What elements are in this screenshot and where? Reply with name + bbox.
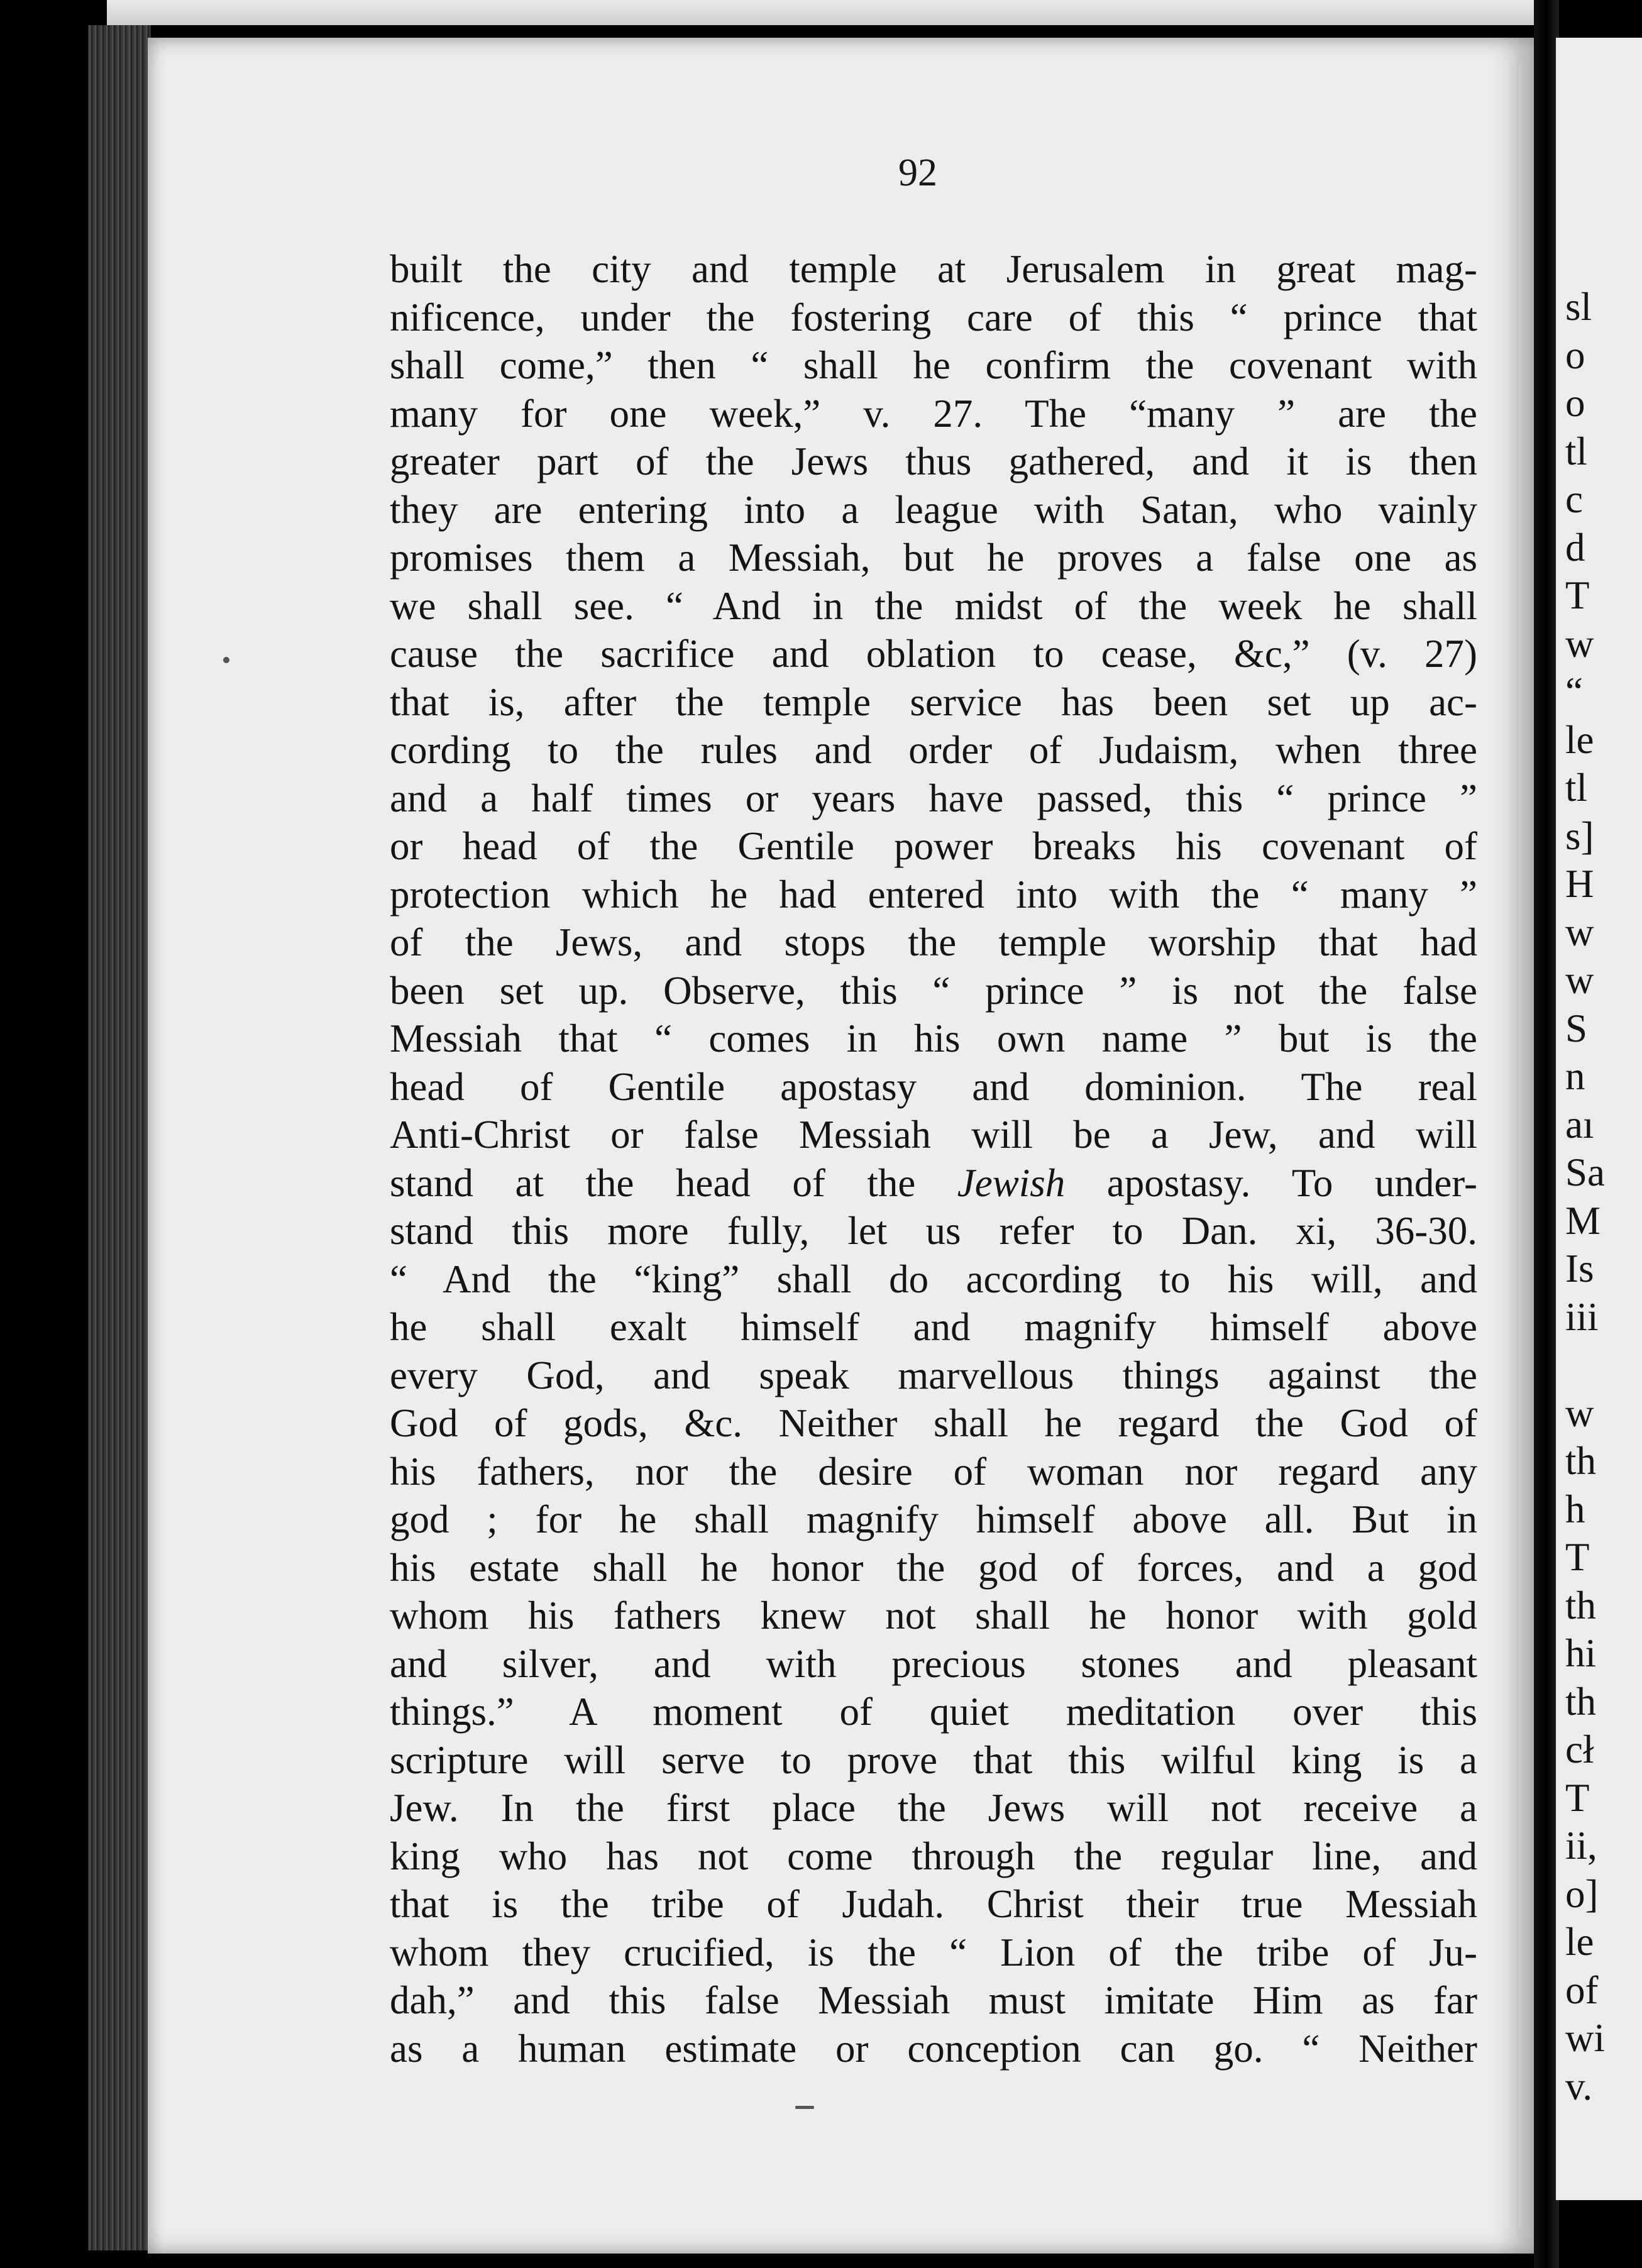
text-line: God of gods, &c. Neither shall he regard the God of xyxy=(390,1401,1477,1445)
book-gutter xyxy=(1534,0,1559,2268)
italic-emphasis: Jewish xyxy=(957,1160,1066,1205)
page-top-edge xyxy=(107,0,1546,25)
text-line: god ; for he shall magnify himself above all. But in xyxy=(390,1497,1477,1541)
right-page-fragment: le xyxy=(1565,1920,1594,1964)
right-page-fragment: T xyxy=(1565,573,1590,617)
paper-speck xyxy=(795,2106,814,2109)
text-line: things.” A moment of quiet meditation over this xyxy=(390,1690,1477,1734)
right-page-fragment: th xyxy=(1565,1439,1597,1483)
right-page-fragment: ii, xyxy=(1565,1824,1597,1868)
text-line: cording to the rules and order of Judaism, when three xyxy=(390,728,1477,772)
right-page-fragments xyxy=(1556,283,1642,2110)
text-line: Messiah that “ comes in his own name ” but is the xyxy=(390,1016,1477,1060)
right-page-fragment: iii xyxy=(1565,1294,1599,1339)
text-line: he shall exalt himself and magnify himself above xyxy=(390,1305,1477,1349)
text-line: many for one week,” v. 27. The “many ” are the xyxy=(390,391,1477,436)
text-line: cause the sacrifice and oblation to cease, &c,” (v. 27) xyxy=(390,632,1477,676)
text-line: king who has not come through the regular line, and xyxy=(390,1834,1477,1878)
text-line: dah,” and this false Messiah must imitate Him as far xyxy=(390,1978,1477,2022)
text-line: as a human estimate or conception can go. “ Neither xyxy=(390,2026,1477,2071)
text-line: that is, after the temple service has been set up ac- xyxy=(390,680,1477,724)
right-page-fragment: “ xyxy=(1565,669,1583,713)
right-page-fragment: th xyxy=(1565,1679,1597,1724)
paper-speck xyxy=(223,657,229,663)
right-page-fragment: H xyxy=(1565,862,1594,906)
body-text xyxy=(390,245,1477,2073)
text-line: nificence, under the fostering care of this “ prince that xyxy=(390,295,1477,339)
text-line: whom they crucified, is the “ Lion of the tribe of Ju- xyxy=(390,1930,1477,1974)
right-page-fragment: c xyxy=(1565,477,1583,521)
right-page-fragment: tl xyxy=(1565,766,1588,810)
right-page-fragment: sl xyxy=(1565,285,1592,329)
right-page-fragment: th xyxy=(1565,1583,1597,1627)
text-line: that is the tribe of Judah. Christ their true Messiah xyxy=(390,1882,1477,1926)
text-line: head of Gentile apostasy and dominion. The real xyxy=(390,1064,1477,1109)
text-line: promises them a Messiah, but he proves a false one as xyxy=(390,536,1477,580)
text-line: and silver, and with precious stones and pleasant xyxy=(390,1641,1477,1686)
right-page-fragment: o xyxy=(1565,333,1585,377)
text-line: scripture will serve to prove that this wilful king is a xyxy=(390,1737,1477,1782)
right-page-fragment: S xyxy=(1565,1006,1588,1050)
right-page-fragment: le xyxy=(1565,717,1594,762)
text-line: they are entering into a league with Satan, who vainly xyxy=(390,487,1477,532)
text-line: stand this more fully, let us refer to Dan. xi, 36-30. xyxy=(390,1209,1477,1253)
text-line: greater part of the Jews thus gathered, and it is then xyxy=(390,439,1477,483)
text-line: or head of the Gentile power breaks his covenant of xyxy=(390,824,1477,868)
right-page-fragment: Sa xyxy=(1565,1150,1605,1194)
right-page-fragment: w xyxy=(1565,621,1594,666)
text-line: been set up. Observe, this “ prince ” is not the false xyxy=(390,968,1477,1013)
right-page-fragment: o] xyxy=(1565,1871,1599,1916)
text-line: Anti-Christ or false Messiah will be a Jew, and will xyxy=(390,1113,1477,1157)
page-number: 92 xyxy=(898,151,937,194)
right-page-edge xyxy=(1556,38,1642,2200)
right-page-fragment: T xyxy=(1565,1775,1590,1820)
text-line: stand at the head of the Jewish apostasy. To under- xyxy=(390,1160,1477,1205)
text-line: his fathers, nor the desire of woman nor regard any xyxy=(390,1449,1477,1494)
right-page-fragment: n xyxy=(1565,1054,1585,1098)
right-page-fragment: v. xyxy=(1565,2064,1593,2108)
right-page-fragment: w xyxy=(1565,1390,1594,1435)
right-page-fragment: w xyxy=(1565,958,1594,1002)
text-line: and a half times or years have passed, this “ prince ” xyxy=(390,776,1477,820)
right-page-fragment: cł xyxy=(1565,1727,1594,1771)
right-page-fragment: d xyxy=(1565,525,1585,570)
book-page-edges xyxy=(88,25,151,2250)
text-line: protection which he had entered into with the “ many ” xyxy=(390,872,1477,917)
right-page-fragment: T xyxy=(1565,1535,1590,1579)
text-line: every God, and speak marvellous things against the xyxy=(390,1353,1477,1397)
text-line: shall come,” then “ shall he confirm the covenant with xyxy=(390,343,1477,387)
right-page-fragment: wi xyxy=(1565,2016,1605,2060)
text-line: “ And the “king” shall do according to his will, and xyxy=(390,1257,1477,1301)
text-line: we shall see. “ And in the midst of the week he shall xyxy=(390,583,1477,628)
right-page-fragment: of xyxy=(1565,1968,1599,2012)
right-page-fragment: M xyxy=(1565,1198,1601,1243)
right-page-fragment: Is xyxy=(1565,1247,1594,1291)
right-page-fragment: hi xyxy=(1565,1631,1597,1675)
text-line: whom his fathers knew not shall he honor with gold xyxy=(390,1594,1477,1638)
right-page-fragment: o xyxy=(1565,381,1585,425)
text-line: Jew. In the first place the Jews will not receive a xyxy=(390,1786,1477,1830)
right-page-fragment: tl xyxy=(1565,429,1588,473)
right-page-fragment: aı xyxy=(1565,1102,1594,1147)
text-line: his estate shall he honor the god of forces, and a god xyxy=(390,1545,1477,1590)
right-page-fragment: h xyxy=(1565,1487,1585,1531)
right-page-fragment: s] xyxy=(1565,813,1594,858)
right-page-fragment: w xyxy=(1565,910,1594,954)
text-line: of the Jews, and stops the temple worship that had xyxy=(390,920,1477,964)
text-line: built the city and temple at Jerusalem in great mag- xyxy=(390,247,1477,291)
right-page-fragment xyxy=(1565,1341,1642,1389)
